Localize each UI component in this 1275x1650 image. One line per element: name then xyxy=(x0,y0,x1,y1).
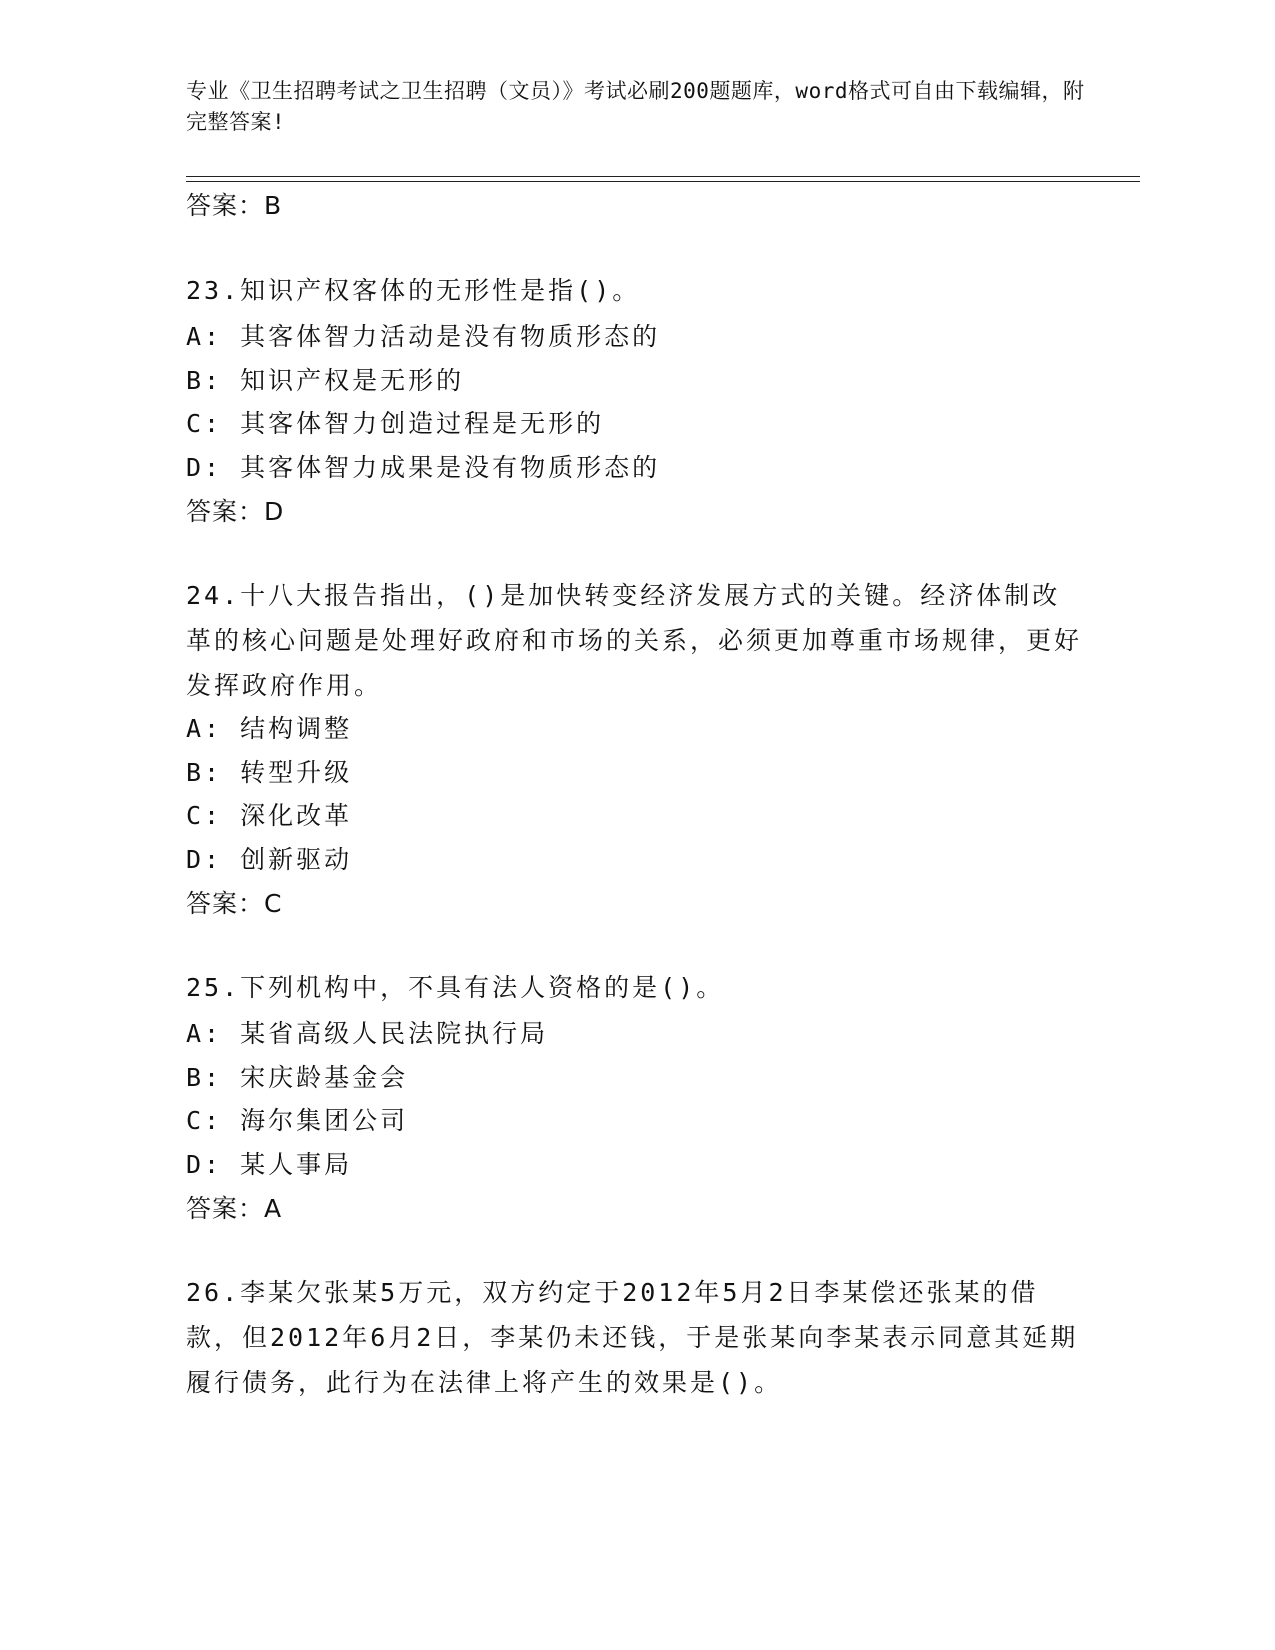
question-25-answer: 答案：A xyxy=(186,1194,283,1223)
question-25-option-d: D: 某人事局 xyxy=(186,1150,353,1179)
question-24-option-c: C: 深化改革 xyxy=(186,801,353,830)
question-23-answer: 答案：D xyxy=(186,497,285,526)
question-24-option-d: D: 创新驱动 xyxy=(186,845,353,874)
question-24-option-b: B: 转型升级 xyxy=(186,758,353,787)
question-24-option-a: A: 结构调整 xyxy=(186,714,353,743)
question-24-stem: 24.十八大报告指出，()是加快转变经济发展方式的关键。经济体制改革的核心问题是处理好政府和市场的关系，必须更加尊重市场规律，更好发挥政府作用。 xyxy=(186,581,1083,700)
question-25-option-b: B: 宋庆龄基金会 xyxy=(186,1063,409,1092)
question-25-stem: 25.下列机构中，不具有法人资格的是()。 xyxy=(186,973,725,1002)
question-23-stem: 23.知识产权客体的无形性是指()。 xyxy=(186,276,641,305)
question-24-answer: 答案：C xyxy=(186,889,283,918)
answer-prev: 答案：B xyxy=(186,191,283,220)
document-header: 专业《卫生招聘考试之卫生招聘（文员）》考试必刷200题题库，word格式可自由下载编辑，附完整答案! xyxy=(186,79,1085,134)
question-26-stem: 26.李某欠张某5万元，双方约定于2012年5月2日李某偿还张某的借款，但2012年6月2日，李某仍未还钱，于是张某向李某表示同意其延期履行债务，此行为在法律上将产生的效果是()。 xyxy=(186,1278,1079,1397)
header-divider-top xyxy=(186,176,1140,177)
question-25-option-a: A: 某省高级人民法院执行局 xyxy=(186,1019,549,1048)
question-25-option-c: C: 海尔集团公司 xyxy=(186,1106,409,1135)
header-divider-bottom xyxy=(186,181,1140,182)
question-23-option-b: B: 知识产权是无形的 xyxy=(186,366,465,395)
question-23-option-a: A: 其客体智力活动是没有物质形态的 xyxy=(186,322,661,351)
question-23-option-c: C: 其客体智力创造过程是无形的 xyxy=(186,409,605,438)
question-23-option-d: D: 其客体智力成果是没有物质形态的 xyxy=(186,453,661,482)
